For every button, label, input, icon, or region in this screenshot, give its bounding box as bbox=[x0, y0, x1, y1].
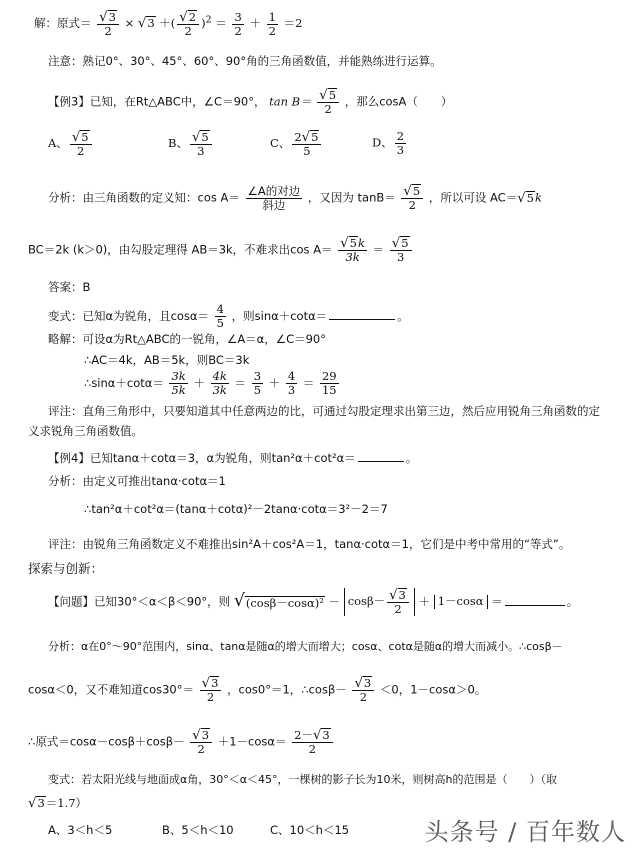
analysis4-line2: ∴tan²α＋cot²α＝(tanα＋cotα)²－2tanα·cotα＝3²－2＝7 bbox=[84, 502, 388, 516]
solution-label: 解：原式＝ bbox=[34, 16, 92, 31]
option4-c: C、10＜h＜15 bbox=[270, 823, 350, 837]
option-c: C、 2 √ 5 5 bbox=[270, 130, 323, 158]
problem-question: 【问题】已知30°＜α＜β＜90°，则 √ (cosβ－cosα)² － cosβ－ √ 3 2 ＋ 1－cosα ＝ 。 bbox=[48, 588, 579, 617]
absolute-value: 1－cosα bbox=[434, 595, 488, 609]
sqrt: √ 3 bbox=[137, 16, 155, 32]
comment1-line2: 义求锐角三角函数值。 bbox=[28, 424, 143, 438]
variant2-line1: 变式：若太阳光线与地面成α角，30°＜α＜45°，一棵树的影子长为10米，则树高h的范围是（ ）（取 bbox=[48, 773, 557, 786]
answer-blank bbox=[329, 318, 395, 320]
option4-a: A、3＜h＜5 bbox=[48, 823, 113, 837]
option-b: B、 √ 5 3 bbox=[168, 130, 214, 158]
watermark: 头条号 / 百年数人 bbox=[424, 818, 626, 846]
section-heading: 探索与创新： bbox=[28, 561, 104, 576]
example4-question: 【例4】已知tanα＋cotα＝3，α为锐角，则tan²α＋cot²α＝ 。 bbox=[48, 451, 418, 465]
variant1: 变式：已知α为锐角，且cosα＝ $\frac{4}{5}$ ，则sinα＋cotα＝ 。 bbox=[48, 302, 409, 331]
comment2: 评注：由锐角三角函数定义不难推出sin²A＋cos²A＝1，tanα·cotα＝1，它们是中考中常用的“等式”。 bbox=[48, 537, 571, 551]
answer-blank bbox=[358, 460, 404, 462]
absolute-value: cosβ－ √ 3 2 bbox=[344, 588, 415, 616]
analysis5-line1: 分析：α在0°～90°范围内，sinα、tanα是随α的增大而增大；cosα、cotα是随α的增大而减小。∴cosβ－ bbox=[48, 640, 563, 653]
result5: ∴原式＝cosα－cosβ＋cosβ－ √ 3 2 ＋1－cosα＝ 2－ √ 3 2 bbox=[28, 728, 335, 756]
answer3: 答案：B bbox=[48, 280, 91, 294]
fraction: √ 3 2 bbox=[97, 10, 119, 38]
brief-solution: 略解：可设α为Rt△ABC的一锐角，∠A＝α，∠C＝90° bbox=[48, 332, 326, 346]
example3-question: 【例3】已知，在Rt△ABC中，∠C＝90°， tan B＝ √ 5 2 ，那么cosA（ ） bbox=[48, 88, 453, 117]
option4-b: B、5＜h＜10 bbox=[162, 823, 234, 837]
brief-line2: ∴AC＝4k，AB＝5k，则BC＝3k bbox=[84, 353, 250, 367]
note-text: 注意：熟记0°、30°、45°、60°、90°角的三角函数值，并能熟练进行运算。 bbox=[48, 54, 442, 68]
solution-line: 解：原式＝ √ 3 2 × √ 3 ＋( √ 2 2 )$^2$ ＝ $\frac{3}{2}$ ＋ $\frac{1}{2}$ ＝2 bbox=[34, 9, 303, 39]
analysis3-line1: 分析：由三角函数的定义知：cos A＝ ∠A的对边 斜边 ，又因为 tanB＝ √ 5 2 ，所以可设 AC＝ √ 5 k bbox=[48, 183, 542, 213]
variant2-line2: √ 3 ＝1.7） bbox=[28, 796, 88, 811]
analysis4-line1: 分析：由定义可推出tanα·cotα＝1 bbox=[48, 474, 226, 488]
analysis3-line2: BC＝2k (k＞0)，由勾股定理得 AB＝3k，不难求出cos A＝ √ 5 k 3k ＝ √ 5 3 bbox=[28, 236, 414, 264]
answer-blank bbox=[505, 604, 565, 606]
option-d: D、 $\frac{2}{3}$ bbox=[372, 129, 405, 158]
brief-line3: ∴sinα＋cotα＝ $\frac{3k}{5k}$ ＋ $\frac{4k}{3k}$ ＝ $\frac{3}{5}$ ＋ $\frac{4}{3}$ ＝ $\frac{29}{15}$ bbox=[84, 369, 337, 398]
analysis5-line2: cosα＜0，又不难知道cos30°＝ √ 3 2 ，cos0°＝1，∴cosβ－ √ 3 2 ＜0，1－cosα＞0。 bbox=[28, 676, 487, 705]
option-a: A、 √ 5 2 bbox=[48, 130, 94, 158]
comment1-line1: 评注：直角三角形中，只要知道其中任意两边的比，可通过勾股定理求出第三边，然后应用锐角三角函数的定 bbox=[48, 404, 600, 418]
